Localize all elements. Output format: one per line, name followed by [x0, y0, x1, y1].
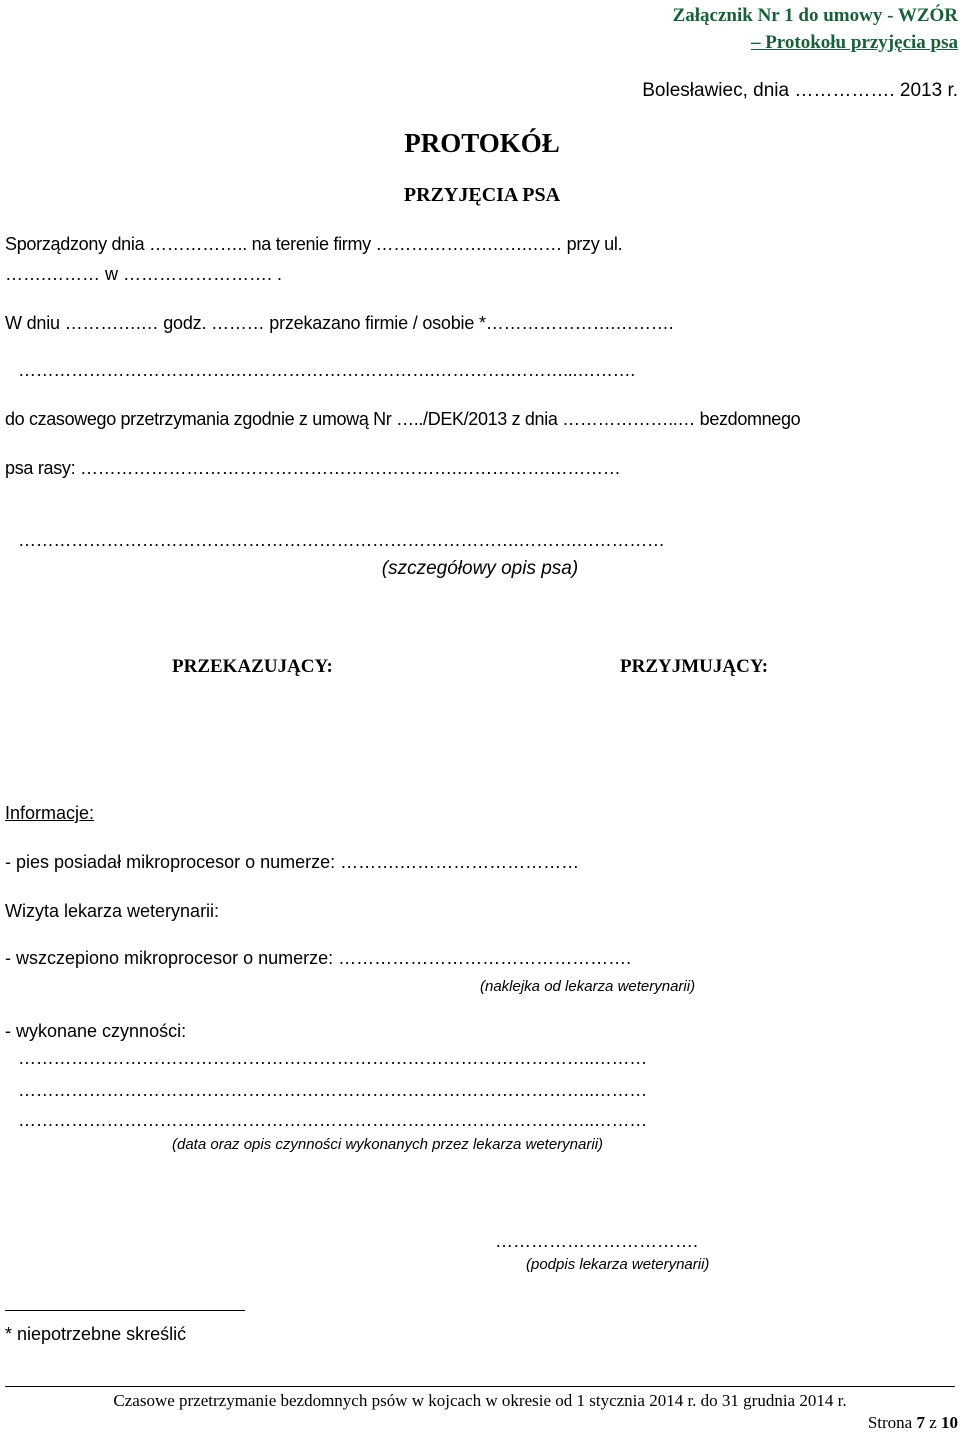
dog-description-caption: (szczegółowy opis psa)	[381, 558, 579, 579]
actions-line-2: ……………………………………………………………………………………..………	[18, 1080, 647, 1100]
footer-text: Czasowe przetrzymanie bezdomnych psów w kojcach w okresie od 1 stycznia 2014 r. do 31 grudnia 2014 r.	[113, 1391, 847, 1410]
vet-signature-line: …………………………….	[495, 1231, 699, 1251]
microchip-line: - pies posiadał mikroprocesor o numerze: ……….…………………………	[5, 852, 580, 872]
vet-signature-caption: (podpis lekarza weterynarii)	[526, 1256, 710, 1273]
form-line-breed: psa rasy: ……………………………………………………….…………….…………	[5, 458, 621, 478]
place-date: Bolesławiec, dnia ……………. 2013 r.	[642, 80, 958, 101]
document-title: PROTOKÓŁ	[404, 128, 560, 158]
form-line-recipient: ……………………………….…………………………….………….………...……….	[18, 360, 636, 380]
sticker-caption: (naklejka od lekarza weterynarii)	[480, 978, 696, 995]
form-line-address: …….……… w ……………………. .	[5, 264, 283, 284]
footnote-separator	[5, 1310, 245, 1311]
document-subtitle: PRZYJĘCIA PSA	[403, 184, 561, 206]
page-prefix: Strona	[867, 1413, 913, 1432]
footer-separator	[5, 1386, 955, 1387]
actions-label: - wykonane czynności:	[5, 1021, 187, 1041]
info-heading: Informacje:	[5, 803, 95, 823]
actions-caption: (data oraz opis czynności wykonanych przez lekarza weterynarii)	[172, 1136, 604, 1153]
vet-visit-label: Wizyta lekarza weterynarii:	[5, 901, 220, 921]
implanted-microchip-line: - wszczepiono mikroprocesor o numerze: ………………………………………….	[5, 948, 632, 968]
page-number	[868, 1413, 958, 1433]
actions-line-1: ……………………………………………………………………………………..………	[18, 1048, 647, 1068]
handing-over-label: PRZEKAZUJĄCY:	[172, 656, 333, 677]
form-line-contract: do czasowego przetrzymania zgodnie z umową Nr …../DEK/2013 z dnia ………………..… bezdomnego	[5, 409, 801, 429]
actions-line-3: ……………………………………………………………………………………..………	[18, 1110, 647, 1130]
footnote: * niepotrzebne skreślić	[5, 1324, 187, 1344]
page-separator: z	[929, 1413, 937, 1432]
receiving-label: PRZYJMUJĄCY:	[620, 656, 769, 677]
annex-header-line2: – Protokołu przyjęcia psa	[750, 32, 958, 53]
annex-header-line1: Załącznik Nr 1 do umowy - WZÓR	[672, 5, 958, 26]
form-line-breed-continued: ………………………………………………………………………….……….……………	[18, 530, 665, 550]
page-total: 10	[941, 1413, 958, 1432]
form-line-handover: W dniu ………….… godz. ……… przekazano firmie / osobie *………………….……….	[5, 313, 674, 333]
form-line-drawn-up: Sporządzony dnia …………….. na terenie firmy ……………….…….…… przy ul.	[5, 234, 623, 254]
page-current: 7	[916, 1413, 925, 1432]
